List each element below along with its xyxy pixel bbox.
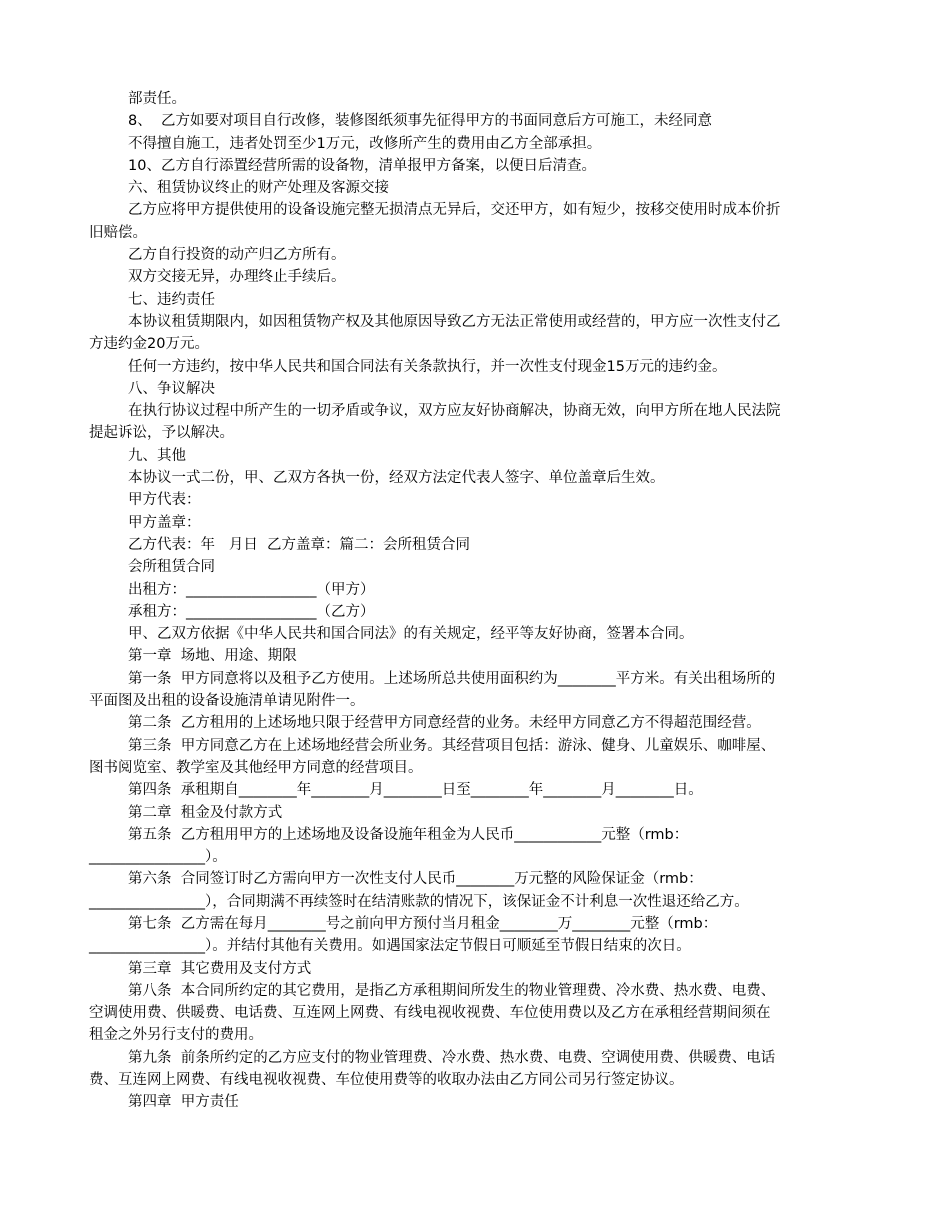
text-line: 第七条 乙方需在每月________号之前向甲方预付当月租金________万________元整（rmb： xyxy=(128,915,718,932)
text-line: 10、乙方自行添置经营所需的设备物，清单报甲方备案，以便日后清查。 xyxy=(128,157,596,174)
text-line: 第五条 乙方租用甲方的上述场地及设备设施年租金为人民币____________元整（rmb： xyxy=(128,826,689,843)
text-line: 图书阅览室、教学室及其他经甲方同意的经营项目。 xyxy=(89,759,423,776)
text-line: 第九条 前条所约定的乙方应支付的物业管理费、冷水费、热水费、电费、空调使用费、供暖费、电话 xyxy=(128,1049,776,1066)
text-line: ________________）。并结付其他有关费用。如遇国家法定节假日可顺延至节假日结束的次日。 xyxy=(89,938,691,955)
text-line: 第八条 本合同所约定的其它费用，是指乙方承租期间所发生的物业管理费、冷水费、热水费、电费、 xyxy=(128,982,776,999)
text-line: 乙方应将甲方提供使用的设备设施完整无损清点无异后，交还甲方，如有短少，按移交使用时成本价折 xyxy=(128,202,781,219)
text-line: 本协议租赁期限内，如因租赁物产权及其他原因导致乙方无法正常使用或经营的，甲方应一次性支付乙 xyxy=(128,313,781,330)
text-line: 平面图及出租的设备设施清单请见附件一。 xyxy=(89,693,365,710)
text-line: 乙方自行投资的动产归乙方所有。 xyxy=(128,247,346,264)
text-line: 在执行协议过程中所产生的一切矛盾或争议，双方应友好协商解决，协商无效，向甲方所在地人民法院 xyxy=(128,403,781,420)
text-line: 费、互连网上网费、有线电视收视费、车位使用费等的收取办法由乙方同公司另行签定协议。 xyxy=(89,1072,684,1089)
text-line: 第四章 甲方责任 xyxy=(128,1094,239,1111)
text-line: 不得擅自施工，违者处罚至少1万元，改修所产生的费用由乙方全部承担。 xyxy=(128,135,602,152)
text-line: 第四条 承租期自________年________月________日至________年________月________日。 xyxy=(128,782,703,799)
text-line: 承租方：__________________（乙方） xyxy=(128,603,375,620)
text-line: 甲方盖章： xyxy=(128,514,201,531)
text-line: 本协议一式二份，甲、乙双方各执一份，经双方法定代表人签字、单位盖章后生效。 xyxy=(128,470,665,487)
text-line: 甲、乙双方依据《中华人民共和国合同法》的有关规定，经平等友好协商，签署本合同。 xyxy=(128,626,694,643)
document-page xyxy=(89,88,861,1114)
text-line: ________________）。 xyxy=(89,849,227,866)
text-line: 第一条 甲方同意将以及租予乙方使用。上述场所总共使用面积约为________平方米。有关出租场所的 xyxy=(128,670,776,687)
text-line: 部责任。 xyxy=(128,91,186,107)
text-line: ________________），合同期满不再续签时在结清账款的情况下，该保证金不计利息一次性退还给乙方。 xyxy=(89,893,749,910)
text-line: 方违约金20万元。 xyxy=(89,336,209,353)
text-line: 六、租赁协议终止的财产处理及客源交接 xyxy=(128,180,389,197)
text-line: 七、违约责任 xyxy=(128,291,215,308)
text-line: 任何一方违约，按中华人民共和国合同法有关条款执行，并一次性支付现金15万元的违约金。 xyxy=(128,358,727,375)
text-line: 第二条 乙方租用的上述场地只限于经营甲方同意经营的业务。未经甲方同意乙方不得超范围经营。 xyxy=(128,715,761,732)
text-line: 会所租赁合同 xyxy=(128,559,215,576)
text-line: 出租方：__________________（甲方） xyxy=(128,581,375,598)
text-line: 第二章 租金及付款方式 xyxy=(128,804,283,821)
text-line: 旧赔偿。 xyxy=(89,224,147,241)
text-line: 第六条 合同签订时乙方需向甲方一次性支付人民币________万元整的风险保证金（rmb： xyxy=(128,871,703,888)
text-line: 第三条 甲方同意乙方在上述场地经营会所业务。其经营项目包括：游泳、健身、儿童娱乐、咖啡屋、 xyxy=(128,737,776,754)
text-line: 空调使用费、供暖费、电话费、互连网上网费、有线电视收视费、车位使用费以及乙方在承租经营期间须在 xyxy=(89,1005,771,1022)
text-line: 8、 乙方如要对项目自行改修，装修图纸须事先征得甲方的书面同意后方可施工，未经同意 xyxy=(128,113,712,130)
text-line: 第一章 场地、用途、期限 xyxy=(128,648,297,665)
text-line: 第三章 其它费用及支付方式 xyxy=(128,960,312,977)
text-line: 租金之外另行支付的费用。 xyxy=(89,1027,263,1044)
text-line: 甲方代表： xyxy=(128,492,201,509)
text-line: 九、其他 xyxy=(128,447,186,464)
text-line: 乙方代表：年 月日 乙方盖章：篇二：会所租赁合同 xyxy=(128,536,471,553)
text-line: 提起诉讼，予以解决。 xyxy=(89,425,234,442)
text-line: 双方交接无异，办理终止手续后。 xyxy=(128,269,346,286)
text-line: 八、争议解决 xyxy=(128,380,215,397)
